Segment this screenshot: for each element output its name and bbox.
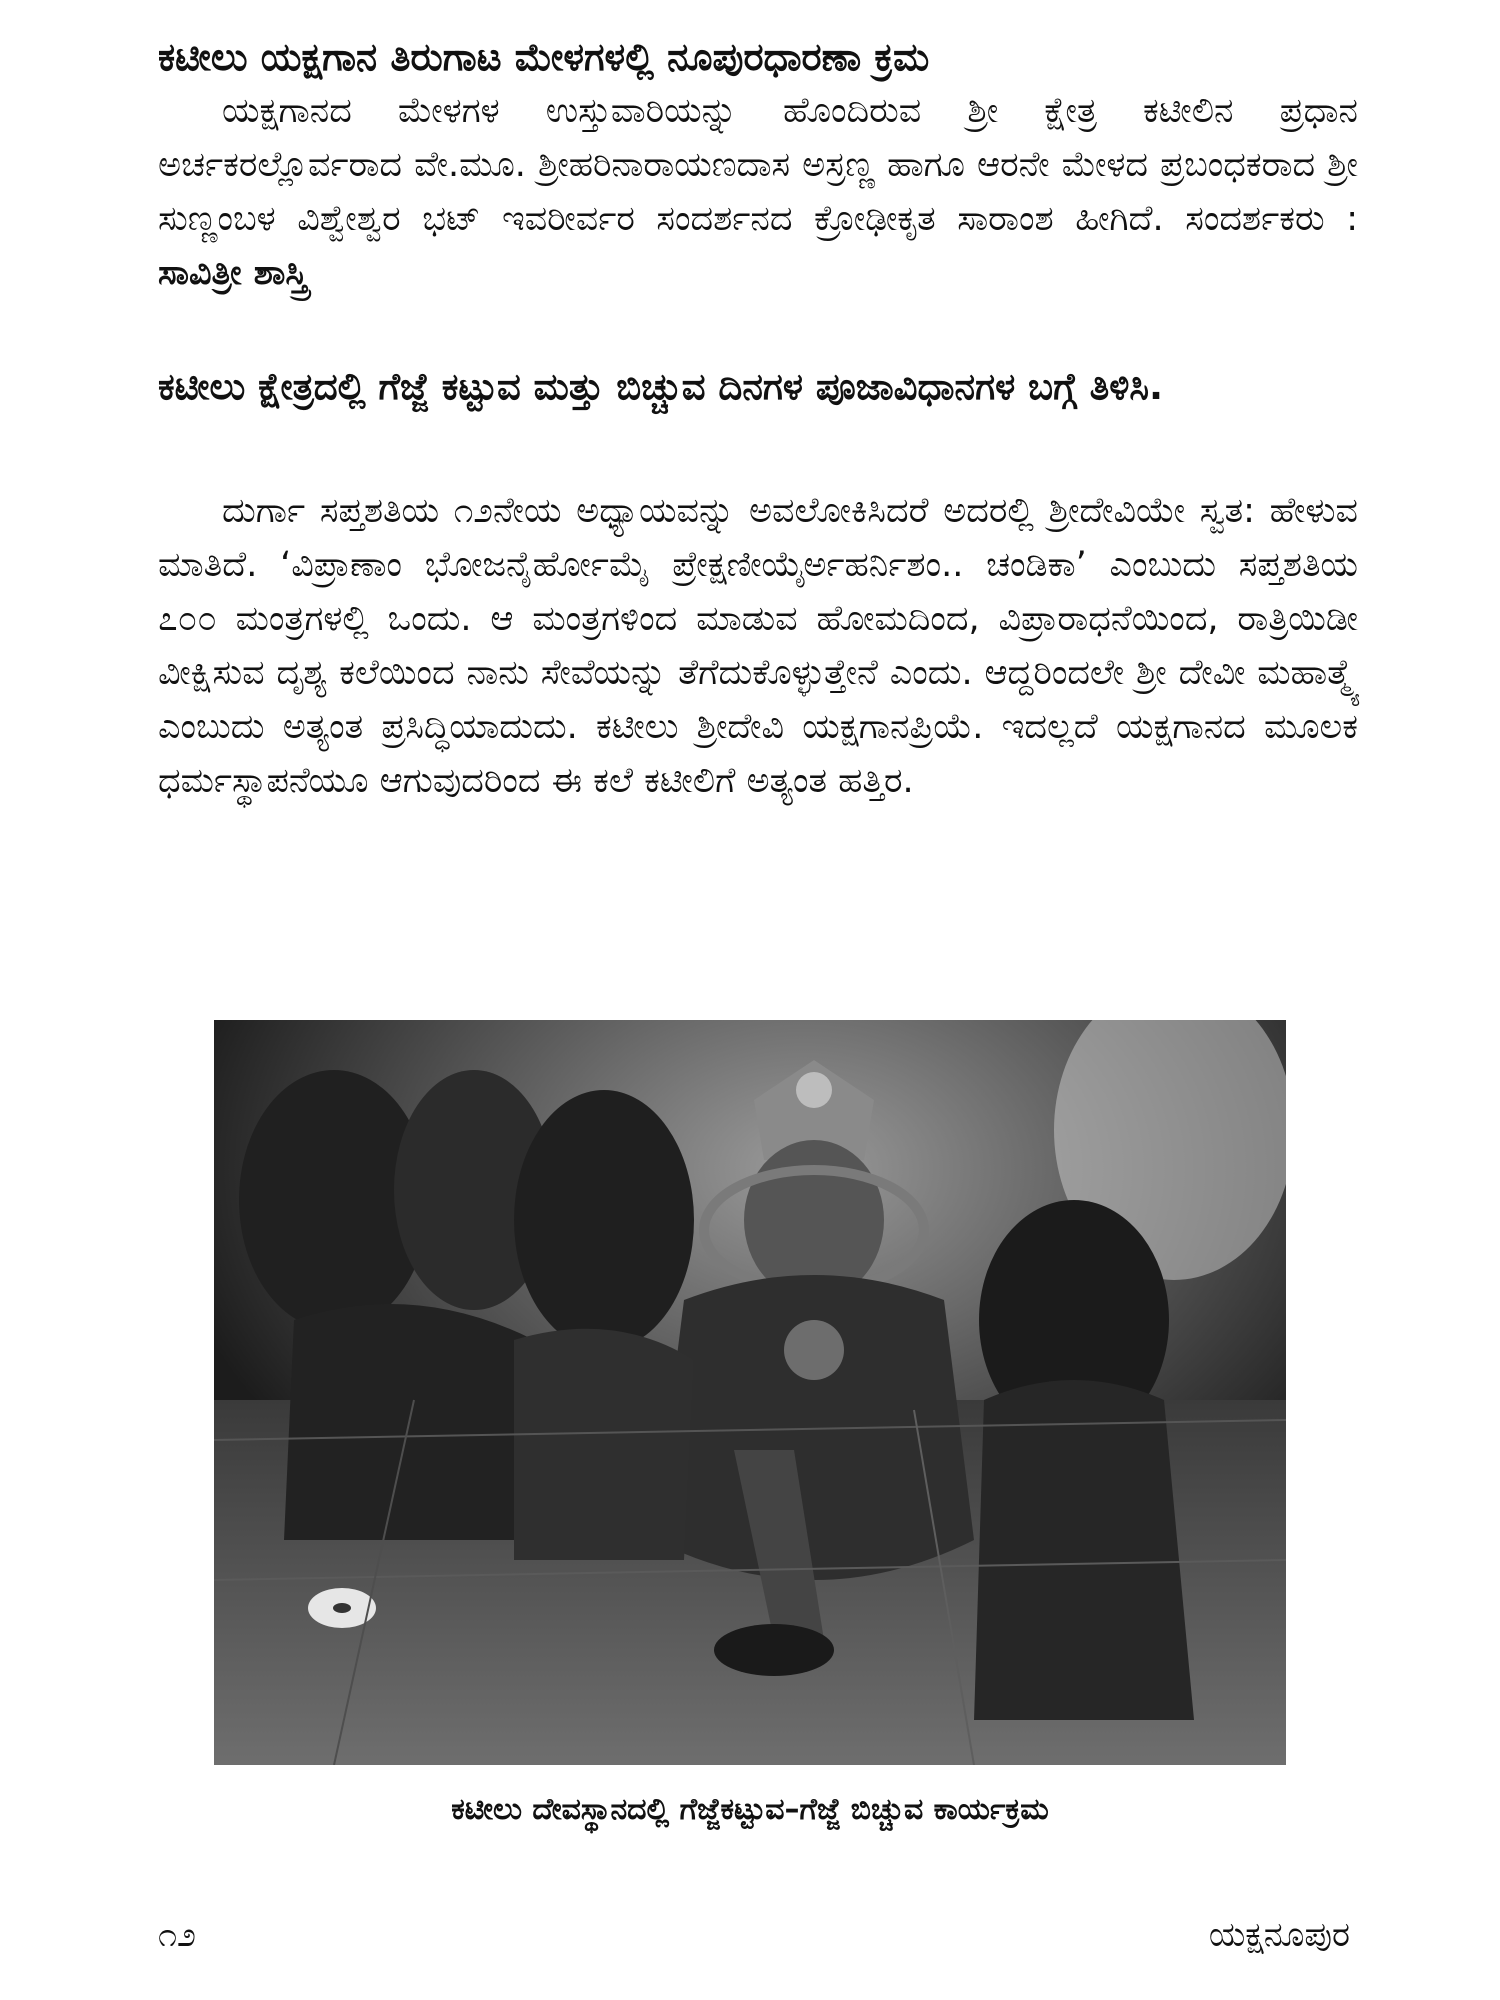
yakshagana-photo [214,1020,1286,1765]
answer-paragraph [158,484,1358,808]
photo-illustration [214,1020,1286,1765]
page-number: ೧೨ [158,1915,197,1955]
intro-text: ಯಕ್ಷಗಾನದ ಮೇಳಗಳ ಉಸ್ತುವಾರಿಯನ್ನು ಹೊಂದಿರುವ ಶ್ರೀ ಕ್ಷೇತ್ರ ಕಟೀಲಿನ ಪ್ರಧಾನ ಅರ್ಚಕರಲ್ಲೊರ್ವರಾದ ವೇ.ಮೂ. ಶ್ರೀಹರಿನಾರಾಯಣದಾಸ ಅಸ್ರಣ್ಣ ಹಾಗೂ ಆರನೇ ಮೇಳದ ಪ್ರಬಂಧಕರಾದ ಶ್ರೀ ಸುಣ್ಣಂಬಳ ವಿಶ್ವೇಶ್ವರ ಭಟ್ ಇವರೀರ್ವರ ಸಂದರ್ಶನದ ಕ್ರೋಢೀಕೃತ ಸಾರಾಂಶ ಹೀಗಿದೆ. ಸಂದರ್ಶಕರು : [158,91,1358,239]
interview-question: ಕಟೀಲು ಕ್ಷೇತ್ರದಲ್ಲಿ ಗೆಜ್ಜೆ ಕಟ್ಟುವ ಮತ್ತು ಬಿಚ್ಚುವ ದಿನಗಳ ಪೂಜಾವಿಧಾನಗಳ ಬಗ್ಗೆ ತಿಳಿಸಿ. [158,365,1164,408]
photo-caption: ಕಟೀಲು ದೇವಸ್ಥಾನದಲ್ಲಿ ಗೆಜ್ಜೆಕಟ್ಟುವ–ಗೆಜ್ಜೆ ಬಿಚ್ಚುವ ಕಾರ್ಯಕ್ರಮ [451,1792,1049,1827]
answer-text: ದುರ್ಗಾ ಸಪ್ತಶತಿಯ ೧೨ನೇಯ ಅಧ್ಯಾಯವನ್ನು ಅವಲೋಕಿಸಿದರೆ ಅದರಲ್ಲಿ ಶ್ರೀದೇವಿಯೇ ಸ್ವತ: ಹೇಳುವ ಮಾತಿದೆ. ‘ವಿಪ್ರಾಣಾಂ ಭೋಜನೈರ್ಹೋಮೈ ಪ್ರೇಕ್ಷಣೀಯೈರ್ಅಹರ್ನಿಶಂ.. ಚಂಡಿಕಾ’ ಎಂಬುದು ಸಪ್ತಶತಿಯ ೭೦೦ ಮಂತ್ರಗಳಲ್ಲಿ ಒಂದು. ಆ ಮಂತ್ರಗಳಿಂದ ಮಾಡುವ ಹೋಮದಿಂದ, ವಿಪ್ರಾರಾಧನೆಯಿಂದ, ರಾತ್ರಿಯಿಡೀ ವೀಕ್ಷಿಸುವ ದೃಶ್ಯ ಕಲೆಯಿಂದ ನಾನು ಸೇವೆಯನ್ನು ತೆಗೆದುಕೊಳ್ಳುತ್ತೇನೆ ಎಂದು. ಆದ್ದರಿಂದಲೇ ಶ್ರೀ ದೇವೀ ಮಹಾತ್ಮ್ಯೆ ಎಂಬುದು ಅತ್ಯಂತ ಪ್ರಸಿದ್ಧಿಯಾದುದು. ಕಟೀಲು ಶ್ರೀದೇವಿ ಯಕ್ಷಗಾನಪ್ರಿಯೆ. ಇದಲ್ಲದೆ ಯಕ್ಷಗಾನದ ಮೂಲಕ ಧರ್ಮಸ್ಥಾಪನೆಯೂ ಆಗುವುದರಿಂದ ಈ ಕಲೆ ಕಟೀಲಿಗೆ ಅತ್ಯಂತ ಹತ್ತಿರ. [158,491,1358,801]
publication-name: ಯಕ್ಷನೂಪುರ [1208,1915,1350,1955]
intro-paragraph [158,84,1358,300]
section-heading: ಕಟೀಲು ಯಕ್ಷಗಾನ ತಿರುಗಾಟ ಮೇಳಗಳಲ್ಲಿ ನೂಪುರಧಾರಣಾ ಕ್ರಮ [158,35,930,79]
interviewer-name: ಸಾವಿತ್ರೀ ಶಾಸ್ತ್ರಿ [158,253,308,293]
